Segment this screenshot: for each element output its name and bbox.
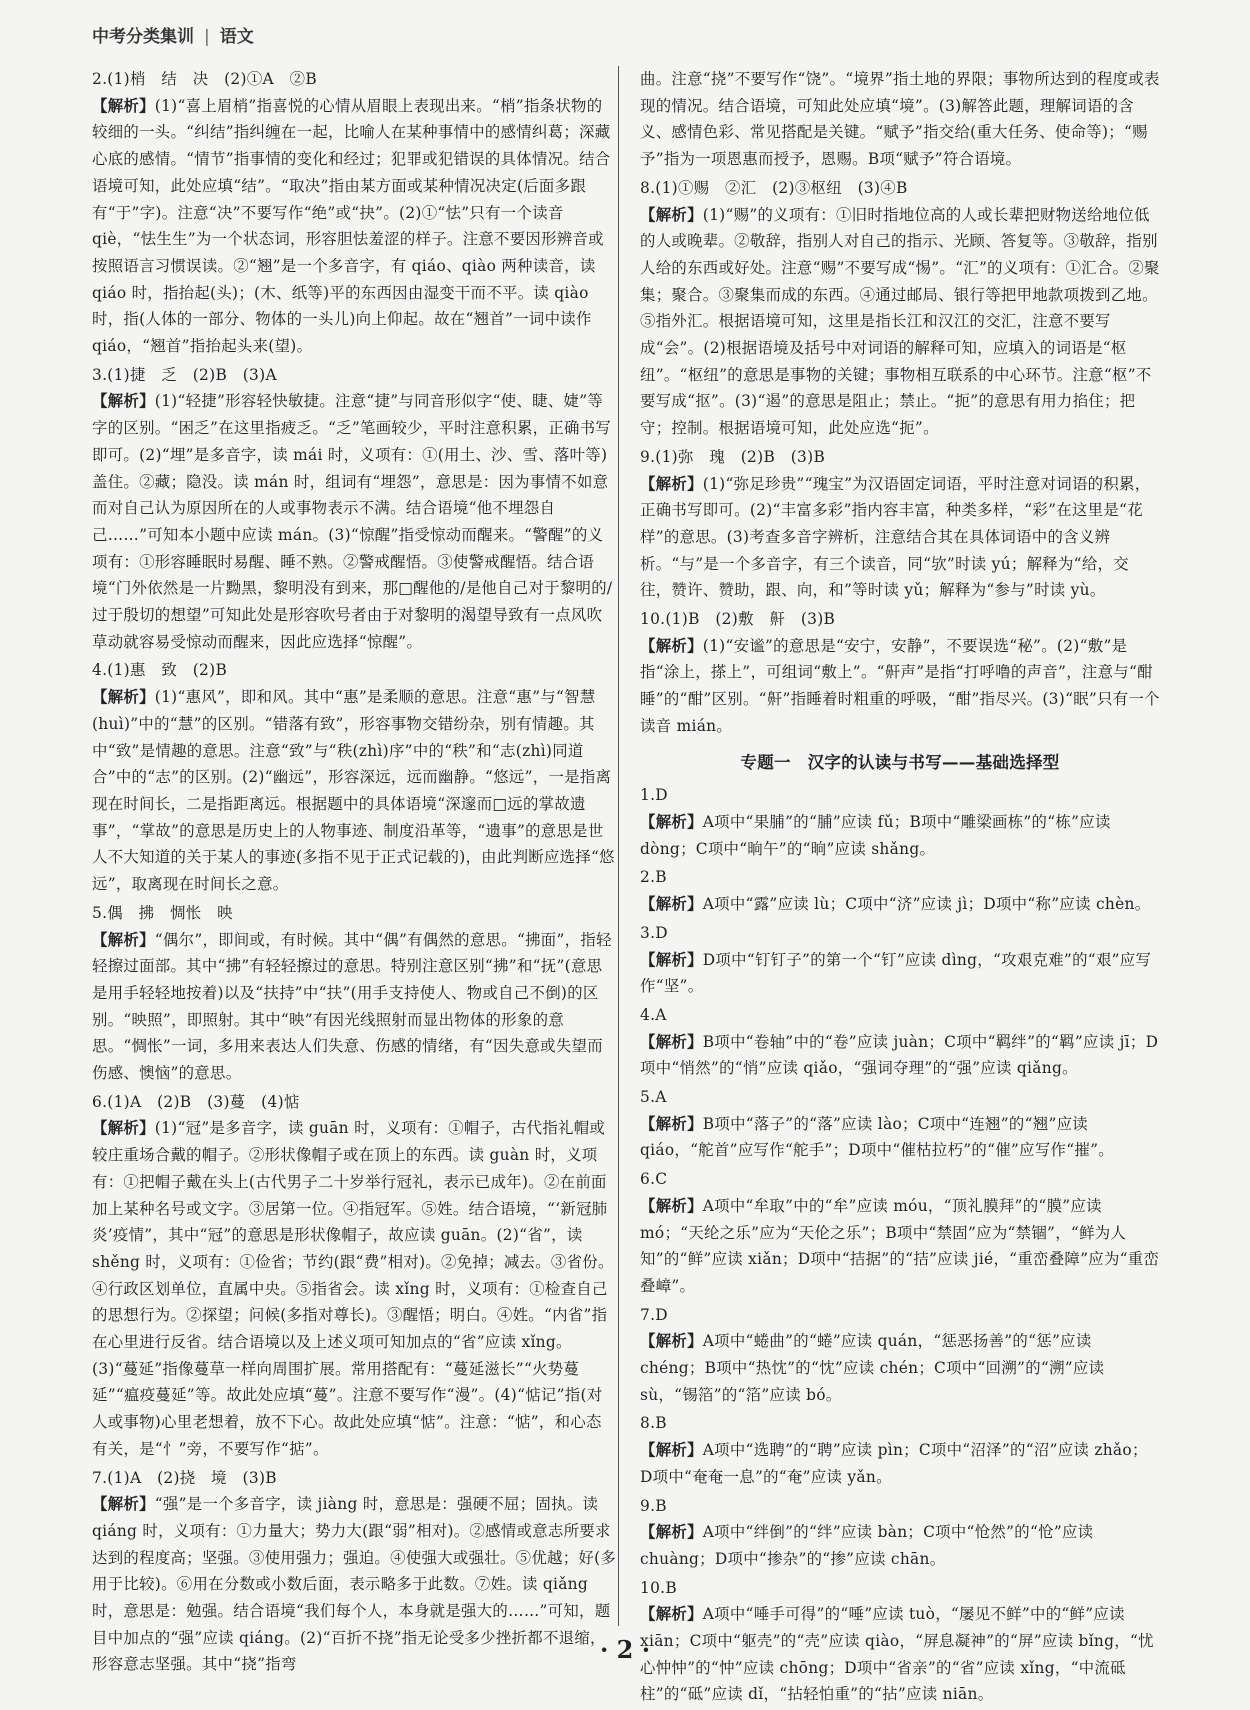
analysis-paragraph [92,388,617,655]
answer-line: 6.C [640,1170,668,1189]
answer-item [92,900,617,1087]
analysis-text: B项中“卷轴”中的“卷”应读 juàn；C项中“羁绊”的“羁”应读 jī；D项中“悄然”的“悄”应读 qiǎo，“强词夺理”的“强”应读 qiǎng。 [640,1032,1159,1078]
answer-line: 5.A [640,1088,667,1107]
answer-item [92,66,617,360]
answer-item [640,1410,1160,1490]
page-number: · 2 · [599,1635,651,1664]
analysis-label: 【解析】 [92,930,155,949]
analysis-text: (1)“弥足珍贵”“瑰宝”为汉语固定词语，平时注意对词语的积累，正确书写即可。(2)“丰富多彩”指内容丰富，种类多样，“彩”在这里是“花样”的意思。(3)考查多音字辨析，注意结合其在具体词语中的含义辨析。“与”是一个多音字，有三个读音，同“欤”时读 yú；解释为“给，交往，赞许、赞助，跟、向，和”等时读 yǔ；解释为“参与”时读 yù。 [640,474,1151,600]
answer-line: 10.B [640,1578,677,1597]
analysis-paragraph [92,684,617,898]
answer-line: 10.(1)B (2)敷 鼾 (3)B [640,610,836,629]
answer-line: 9.(1)弥 瑰 (2)B (3)B [640,447,826,466]
analysis-label: 【解析】 [640,1196,703,1215]
analysis-text: (1)“惠风”，即和风。其中“惠”是柔顺的意思。注意“惠”与“智慧(huì)”中的“慧”的区别。“错落有致”，形容事物交错纷杂，别有情趣。其中“致”是情趣的意思。注意“致”与“秩(zhì)序”中的“秩”和“志(zhì)同道合”中的“志”的区别。(2)“幽远”，形容深远，远而幽静。“悠远”，一是指离现在时间长，二是指距离远。根据题中的具体语境“深邃而□远的掌故遗事”，“掌故”的意思是历史上的人物事迹、制度沿革等，“遗事”的意思是世人不大知道的关于某人的事迹(多指不见于正式记载的)，由此判断应选择“悠远”，取离现在时间长之意。 [92,688,615,894]
analysis-paragraph [640,947,1160,1000]
analysis-paragraph [92,93,617,360]
analysis-paragraph [640,1437,1160,1490]
analysis-paragraph [640,202,1160,442]
analysis-label: 【解析】 [640,1332,703,1351]
analysis-label: 【解析】 [92,392,155,411]
analysis-label: 【解析】 [92,1495,155,1514]
answer-line: 9.B [640,1496,667,1515]
answer-item [640,66,1160,173]
answer-item [640,1166,1160,1300]
analysis-label: 【解析】 [640,636,703,655]
answer-item [640,1493,1160,1573]
analysis-paragraph [640,809,1160,862]
analysis-label: 【解析】 [92,688,155,707]
analysis-label: 【解析】 [640,812,703,831]
analysis-text: 曲。注意“挠”不要写作“饶”。“境界”指土地的界限；事物所达到的程度或表现的情况。结合语境，可知此处应填“境”。(3)解答此题，理解词语的含义、感情色彩、常见搭配是关键。“赋予”指交给(重大任务、使命等)；“赐予”指为一项恩惠而授予，恩赐。B项“赋予”符合语境。 [640,70,1160,169]
analysis-label: 【解析】 [92,96,155,115]
analysis-text: A项中“绊倒”的“绊”应读 bàn；C项中“怆然”的“怆”应读 chuàng；D项中“掺杂”的“掺”应读 chān。 [640,1523,1094,1568]
analysis-text: A项中“牟取”中的“牟”应读 móu，“顶礼膜拜”的“膜”应读 mó；“天纶之乐”应为“天伦之乐”；B项中“禁固”应为“禁锢”，“鲜为人知”的“鲜”应读 xiǎn；D项中“拮据”的“拮”应读 jié，“重峦叠障”应为“重峦叠嶂”。 [640,1196,1160,1295]
answer-line: 2.(1)梢 结 决 (2)①A ②B [92,70,317,88]
analysis-label: 【解析】 [640,1605,703,1624]
answer-item [640,606,1160,740]
answer-line: 4.(1)惠 致 (2)B [92,661,228,680]
analysis-label: 【解析】 [640,1441,703,1460]
answer-item [640,1002,1160,1082]
analysis-text: “偶尔”，即间或，有时候。其中“偶”有偶然的意思。“拂面”，指轻轻擦过面部。其中“拂”有轻轻擦过的意思。特别注意区别“拂”和“抚”(意思是用手轻轻地按着)以及“扶持”中“扶”(用手支持使人、物或自己不倒)的区别。“映照”，即照射。其中“映”有因光线照射而显出物体的形象的意思。“惆怅”一词，多用来表达人们失意、伤感的情绪，有“因失意或失望而伤感、懊恼”的意思。 [92,930,612,1083]
subject-label: 语文 [219,27,254,47]
running-header [92,22,254,47]
analysis-text: “强”是一个多音字，读 jiàng 时，意思是：强硬不屈；固执。读 qiáng 时，义项有：①力量大；势力大(跟“弱”相对)。②感情或意志所要求达到的程度高；坚强。③使用强力；强迫。④使强大或强壮。⑤优越；好(多用于比较)。⑥用在分数或小数后面，表示略多于此数。⑦姓。读 qiǎng 时，意思是：勉强。结合语境“我们每个人，本身就是强大的……”可知，题目中加点的“强”应读 qiáng。(2)“百折不挠”指无论受多少挫折都不退缩，形容意志坚强。其中“挠”指弯 [92,1495,617,1674]
analysis-text: A项中“果脯”的“脯”应读 fǔ；B项中“雕梁画栋”的“栋”应读 dòng；C项中“晌午”的“晌”应读 shǎng。 [640,812,1111,858]
answer-line: 6.(1)A (2)B (3)蔓 (4)惦 [92,1092,300,1111]
answer-item [640,1084,1160,1164]
analysis-paragraph [640,1519,1160,1572]
answer-line: 2.B [640,868,667,887]
answer-line: 4.A [640,1005,667,1024]
analysis-paragraph [640,66,1160,173]
analysis-paragraph [92,1115,617,1462]
answer-line: 3.D [640,923,668,942]
analysis-paragraph [640,471,1160,605]
header-separator: | [204,27,210,47]
analysis-text: (1)“安谧”的意思是“安宁，安静”，不要误选“秘”。(2)“敷”是指“涂上，搽上”，可组词“敷上”。“鼾声”是指“打呼噜的声音”，注意与“酣睡”的“酣”区别。“鼾”指睡着时粗重的呼吸，“酣”指尽兴。(3)“眠”只有一个读音 mián。 [640,636,1160,735]
answer-line: 8.B [640,1414,667,1433]
analysis-label: 【解析】 [92,1119,155,1138]
left-column [92,66,617,1680]
analysis-text: B项中“落子”的“落”应读 lào；C项中“连翘”的“翘”应读 qiáo，“舵首”应写作“舵手”；D项中“催枯拉朽”的“催”应写作“摧”。 [640,1114,1114,1160]
analysis-text: A项中“露”应读 lù；C项中“济”应读 jì；D项中“称”应读 chèn。 [702,895,1151,914]
analysis-text: (1)“冠”是多音字，读 guān 时，义项有：①帽子，古代指礼帽或较庄重场合戴的帽子。②形状像帽子或在顶上的东西。读 guàn 时，义项有：①把帽子戴在头上(古代男子二十岁举行冠礼，表示已成年)。②在前面加上某种名号或文字。③居第一位。④指冠军。⑤姓。结合语境，“‘新冠肺炎’疫情”，其中“冠”的意思是形状像帽子，故应读 guān。(2)“省”，读 shěng 时，义项有：①俭省；节约(跟“费”相对)。②免掉；减去。③省份。④行政区划单位，直属中央。⑤指省会。读 xǐng 时，义项有：①检查自己的思想行为。②探望；问候(多指对尊长)。③醒悟；明白。④姓。“内省”指在心里进行反省。结合语境以及上述义项可知加点的“省”应读 xǐng。(3)“蔓延”指像蔓草一样向周围扩展。常用搭配有：“蔓延滋长”“火势蔓延”“瘟疫蔓延”等。故此处应填“蔓”。注意不要写作“漫”。(4)“惦记”指(对人或事物)心里老想着，放不下心。故此处应填“惦”。注意：“惦”，和心态有关，是“忄”旁，不要写作“掂”。 [92,1119,614,1458]
analysis-paragraph [640,1029,1160,1082]
analysis-label: 【解析】 [640,1032,703,1051]
analysis-text: A项中“唾手可得”的“唾”应读 tuò，“屡见不鲜”中的“鲜”应读 xiān；C项中“躯壳”的“壳”应读 qiào，“屏息凝神”的“屏”应读 bǐng，“忧心忡忡”的“忡”应读 chōng；D项中“省亲”的“省”应读 xǐng，“中流砥柱”的“砥”应读 dǐ，“拈轻怕重”的“拈”应读 niān。 [640,1605,1154,1704]
analysis-text: A项中“选聘”的“聘”应读 pìn；C项中“沼泽”的“沼”应读 zhǎo；D项中“奄奄一息”的“奄”应读 yǎn。 [640,1441,1148,1486]
answer-line: 3.(1)捷 乏 (2)B (3)A [92,365,277,384]
answer-item [640,1302,1160,1409]
section-heading: 专题一 汉字的认读与书写——基础选择型 [740,752,1060,772]
analysis-text: (1)“轻捷”形容轻快敏捷。注意“捷”与同音形似字“使、睫、婕”等字的区别。“困乏”在这里指疲乏。“乏”笔画较少，平时注意积累，正确书写即可。(2)“埋”是多音字，读 mái 时，义项有：①(用土、沙、雪、落叶等)盖住。②藏；隐没。读 mán 时，组词有“埋怨”，意思是：因为事情不如意而对自己认为原因所在的人或事物表示不满。结合语境“他不埋怨自己……”可知本小题中应读 mán。(3)“惊醒”指受惊动而醒来。“警醒”的义项有：①形容睡眠时易醒、睡不熟。②警戒醒悟。③使警戒醒悟。结合语境“门外依然是一片黝黑，黎明没有到来，那□醒他的/是他自己对于黎明的/过于殷切的想望”可知此处是形容吹号者由于对黎明的渴望导致有一点风吹草动就容易受惊动而醒来，因此应选择“惊醒”。 [92,392,613,651]
answer-line: 7.D [640,1305,668,1324]
analysis-paragraph [92,927,617,1087]
analysis-text: D项中“钉钉子”的第一个“钉”应读 dìng，“攻艰克难”的“艰”应写作“坚”。 [640,950,1152,996]
answer-line: 8.(1)①赐 ②汇 (2)③枢纽 (3)④B [640,178,908,197]
answer-line: 7.(1)A (2)挠 境 (3)B [92,1468,277,1487]
analysis-label: 【解析】 [640,205,703,224]
answer-item [92,1089,617,1463]
analysis-paragraph [640,1328,1160,1408]
answer-item [640,175,1160,442]
analysis-paragraph [640,1193,1160,1300]
analysis-label: 【解析】 [640,1114,703,1133]
analysis-label: 【解析】 [640,950,703,969]
answer-item [640,782,1160,862]
answer-line: 1.D [640,786,668,805]
answer-item [640,920,1160,1000]
analysis-label: 【解析】 [640,1523,703,1542]
answer-line: 5.偶 拂 惆怅 映 [92,903,233,922]
analysis-paragraph [640,891,1160,918]
analysis-text: (1)“赐”的义项有：①旧时指地位高的人或长辈把财物送给地位低的人或晚辈。②敬辞，指别人对自己的指示、光顾、答复等。③敬辞，指别人给的东西或好处。注意“赐”不要写成“惕”。“汇”的义项有：①汇合。②聚集；聚合。③聚集而成的东西。④通过邮局、银行等把甲地款项拨到乙地。⑤指外汇。根据语境可知，这里是指长江和汉江的交汇，注意不要写成“会”。(2)根据语境及括号中对词语的解释可知，应填入的词语是“枢纽”。“枢纽”的意思是事物的关键；事物相互联系的中心环节。注意“枢”不要写成“抠”。(3)“遏”的意思是阻止；禁止。“扼”的意思有用力掐住；把守；控制。根据语境可知，此处应选“扼”。 [640,205,1160,438]
analysis-paragraph [640,633,1160,740]
book-title: 中考分类集训 [92,27,194,47]
column-divider [618,66,619,1626]
right-column [640,66,1160,1710]
answer-item [640,864,1160,917]
analysis-label: 【解析】 [640,474,703,493]
analysis-text: A项中“蜷曲”的“蜷”应读 quán，“惩恶扬善”的“惩”应读 chéng；B项中“热忱”的“忱”应读 chén；C项中“回溯”的“溯”应读 sù，“锡箔”的“箔”应读 bó。 [640,1332,1105,1404]
answer-item [92,657,617,897]
analysis-paragraph [640,1111,1160,1164]
answer-item [640,444,1160,604]
analysis-label: 【解析】 [640,895,703,914]
analysis-text: (1)“喜上眉梢”指喜悦的心情从眉眼上表现出来。“梢”指条状物的较细的一头。“纠结”指纠缠在一起，比喻人在某种事情中的感情纠葛；深藏心底的感情。“情节”指事情的变化和经过；犯罪或犯错误的具体情况。结合语境可知，此处应填“结”。“取决”指由某方面或某种情况决定(后面多跟有“于”字)。注意“决”不要写作“绝”或“抉”。(2)①“怯”只有一个读音 qiè，“怯生生”为一个状态词，形容胆怯羞涩的样子。注意不要因形辨音或按照语言习惯误读。②“翘”是一个多音字，有 qiáo、qiào 两种读音，读 qiáo 时，指抬起(头)；(木、纸等)平的东西因由湿变干而不平。读 qiào 时，指(人体的一部分、物体的一头儿)向上仰起。故在“翘首”一词中读作 qiáo，“翘首”指抬起头来(望)。 [92,96,611,356]
answer-item [92,362,617,656]
